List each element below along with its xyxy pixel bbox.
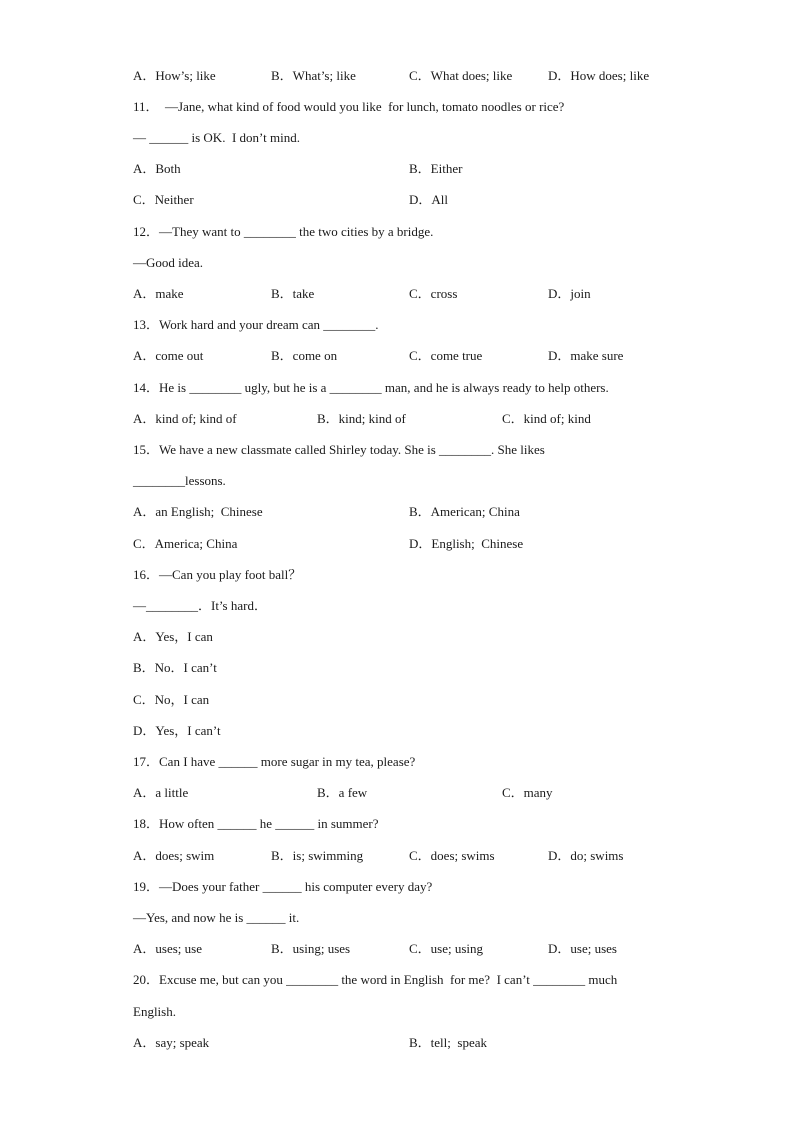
q19-option-d[interactable]: D．use; uses (548, 941, 617, 956)
q15-stem: 15．We have a new classmate called Shirley today. She is ________. She likes (133, 442, 545, 457)
q10-option-b[interactable]: B．What’s; like (271, 68, 356, 83)
q15-stem-continued: ________lessons. (133, 473, 226, 488)
q18-option-c[interactable]: C．does; swims (409, 848, 495, 863)
q20-option-a[interactable]: A．say; speak (133, 1035, 210, 1050)
q11-option-d[interactable]: D．All (409, 192, 449, 207)
q19-stem: 19．—Does your father ______ his computer every day? (133, 879, 433, 894)
q13-option-d[interactable]: D．make sure (548, 348, 624, 363)
q20-stem: 20．Excuse me, but can you ________ the word in English for me? I can’t ________ much (133, 972, 618, 987)
q12-option-c[interactable]: C．cross (409, 286, 458, 301)
q16-option-c[interactable]: C．No，I can (133, 692, 210, 707)
q13-stem: 13．Work hard and your dream can ________. (133, 317, 379, 332)
q15-option-b[interactable]: B．American; China (409, 504, 520, 519)
q10-option-d[interactable]: D．How does; like (548, 68, 650, 83)
q16-response: —________．It’s hard． (133, 598, 267, 613)
q19-response: —Yes, and now he is ______ it. (133, 910, 300, 925)
q16-option-d[interactable]: D．Yes，I can’t (133, 723, 221, 738)
q19-option-a[interactable]: A．uses; use (133, 941, 202, 956)
q19-option-c[interactable]: C．use; using (409, 941, 484, 956)
q14-option-b[interactable]: B．kind; kind of (317, 411, 406, 426)
q11-option-c[interactable]: C．Neither (133, 192, 194, 207)
q16-option-b[interactable]: B．No．I can’t (133, 660, 217, 675)
q15-option-c[interactable]: C．America; China (133, 536, 238, 551)
q13-option-c[interactable]: C．come true (409, 348, 483, 363)
q16-stem: 16．—Can you play foot ball？ (133, 567, 302, 582)
q20-stem-continued: English. (133, 1004, 176, 1019)
q17-option-b[interactable]: B．a few (317, 785, 368, 800)
q14-option-c[interactable]: C．kind of; kind (502, 411, 591, 426)
q12-option-a[interactable]: A．make (133, 286, 184, 301)
q17-option-a[interactable]: A．a little (133, 785, 189, 800)
q12-response: —Good idea. (133, 255, 204, 270)
q12-option-b[interactable]: B．take (271, 286, 315, 301)
q12-stem: 12．—They want to ________ the two cities by a bridge. (133, 224, 434, 239)
q18-option-b[interactable]: B．is; swimming (271, 848, 364, 863)
q19-option-b[interactable]: B．using; uses (271, 941, 351, 956)
q17-option-c[interactable]: C．many (502, 785, 553, 800)
q11-option-a[interactable]: A．Both (133, 161, 181, 176)
q11-option-b[interactable]: B．Either (409, 161, 463, 176)
q18-stem: 18．How often ______ he ______ in summer? (133, 816, 379, 831)
q13-option-b[interactable]: B．come on (271, 348, 338, 363)
q10-option-c[interactable]: C．What does; like (409, 68, 513, 83)
q15-option-d[interactable]: D．English; Chinese (409, 536, 524, 551)
q12-option-d[interactable]: D．join (548, 286, 591, 301)
q20-option-b[interactable]: B．tell; speak (409, 1035, 487, 1050)
q17-stem: 17．Can I have ______ more sugar in my tea, please? (133, 754, 416, 769)
q11-response: — ______ is OK. I don’t mind. (133, 130, 300, 145)
q14-option-a[interactable]: A．kind of; kind of (133, 411, 237, 426)
q15-option-a[interactable]: A．an English; Chinese (133, 504, 263, 519)
q11-stem: 11． —Jane, what kind of food would you like for lunch, tomato noodles or rice? (133, 99, 565, 114)
q14-stem: 14．He is ________ ugly, but he is a ________ man, and he is always ready to help others. (133, 380, 609, 395)
q16-option-a[interactable]: A．Yes，I can (133, 629, 213, 644)
q18-option-a[interactable]: A．does; swim (133, 848, 215, 863)
q10-option-a[interactable]: A．How’s; like (133, 68, 216, 83)
q18-option-d[interactable]: D．do; swims (548, 848, 624, 863)
q13-option-a[interactable]: A．come out (133, 348, 204, 363)
